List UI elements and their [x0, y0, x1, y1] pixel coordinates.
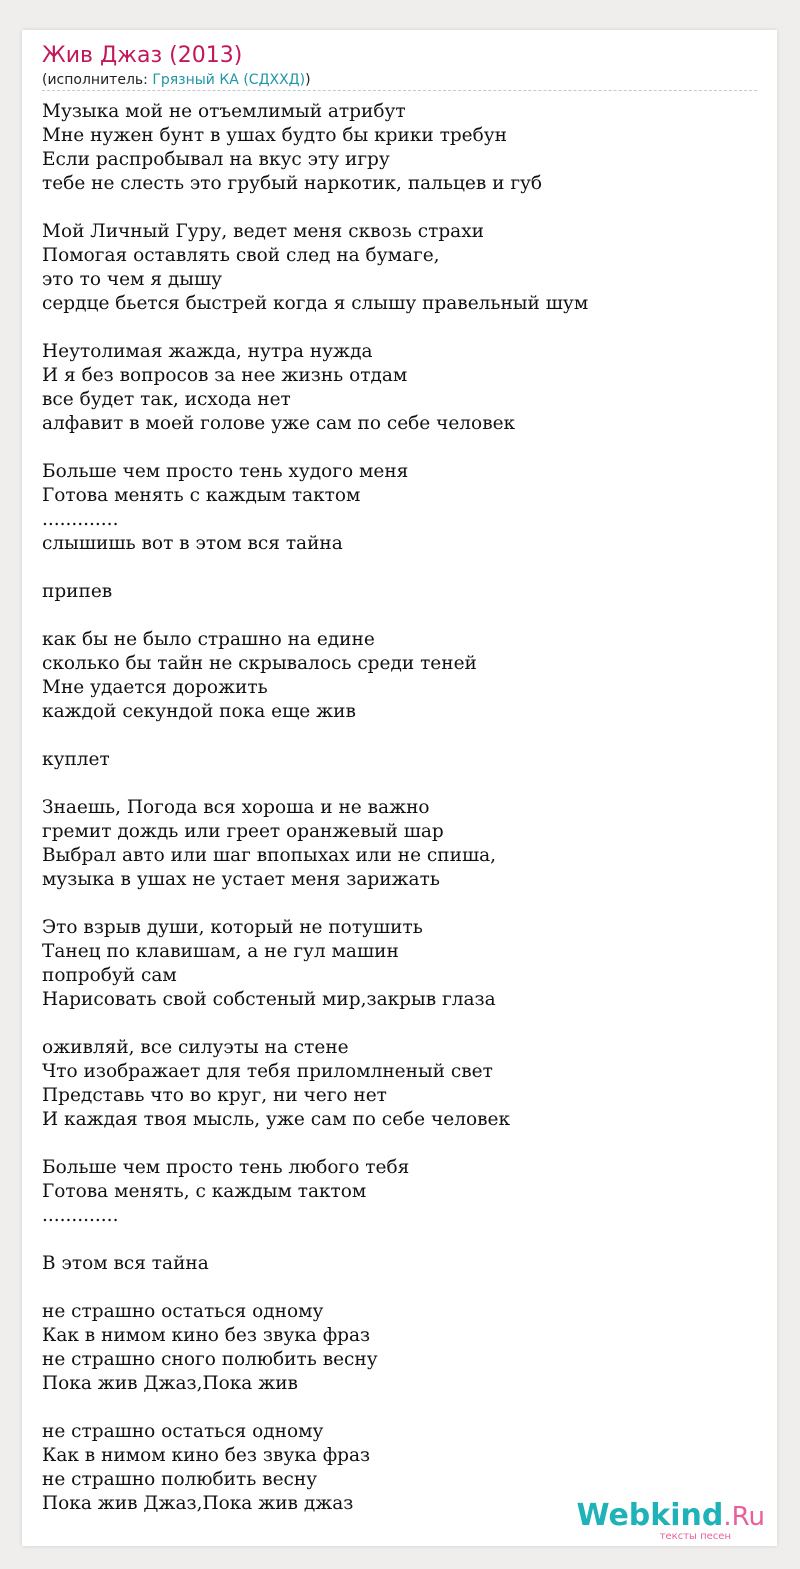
lyric-line: ............. [42, 509, 119, 530]
lyric-line: ............. [42, 1205, 119, 1226]
lyric-line: Что изображает для тебя приломлненый свет [42, 1061, 493, 1082]
lyric-line: сердце бьется быстрей когда я слышу правельный шум [42, 293, 589, 314]
lyric-blank-line [42, 724, 762, 748]
lyric-line: Готова менять с каждым тактом [42, 485, 361, 506]
lyric-line: Это взрыв души, который не потушить [42, 917, 423, 938]
lyric-line: гремит дождь или греет оранжевый шар [42, 821, 444, 842]
lyric-line: попробуй сам [42, 965, 177, 986]
lyric-line: Нарисовать свой собстеный мир,закрыв глаза [42, 989, 496, 1010]
lyric-line: Готова менять, с каждым тактом [42, 1181, 367, 1202]
site-logo[interactable] [571, 1498, 771, 1544]
lyric-line: Как в нимом кино без звука фраз [42, 1445, 371, 1466]
logo-suffix: .Ru [723, 1502, 765, 1532]
lyric-line: И каждая твоя мысль, уже сам по себе человек [42, 1109, 511, 1130]
lyric-line: Мне удается дорожить [42, 677, 268, 698]
lyric-line: не страшно остаться одному [42, 1421, 324, 1442]
divider [42, 90, 757, 91]
lyric-line: оживляй, все силуэты на стене [42, 1037, 349, 1058]
song-title: Жив Джаз (2013) [42, 43, 243, 68]
lyrics-text [42, 100, 762, 1516]
lyric-line: Музыка мой не отъемлимый атрибут [42, 101, 406, 122]
lyrics-page [22, 30, 777, 1546]
lyric-line: сколько бы тайн не скрывалось среди теней [42, 653, 477, 674]
lyric-blank-line [42, 196, 762, 220]
lyric-blank-line [42, 1396, 762, 1420]
lyric-line: все будет так, исхода нет [42, 389, 291, 410]
lyric-line: не страшно остаться одному [42, 1301, 324, 1322]
lyric-line: Помогая оставлять свой след на бумаге, [42, 245, 440, 266]
lyric-line: И я без вопросов за нее жизнь отдам [42, 365, 408, 386]
lyric-blank-line [42, 1132, 762, 1156]
lyric-line: как бы не было страшно на едине [42, 629, 375, 650]
artist-suffix: ) [305, 72, 311, 88]
lyric-line: припев [42, 581, 113, 602]
lyric-line: В этом вся тайна [42, 1253, 209, 1274]
lyric-line: Как в нимом кино без звука фраз [42, 1325, 371, 1346]
lyric-line: это то чем я дышу [42, 269, 223, 290]
lyric-line: Представь что во круг, ни чего нет [42, 1085, 387, 1106]
lyric-blank-line [42, 1228, 762, 1252]
lyric-line: Если распробывал на вкус эту игру [42, 149, 390, 170]
lyric-line: Неутолимая жажда, нутра нужда [42, 341, 373, 362]
lyric-blank-line [42, 1012, 762, 1036]
lyric-line: Знаешь, Погода вся хороша и не важно [42, 797, 430, 818]
artist-prefix: (исполнитель: [42, 72, 153, 88]
logo-wordmark [576, 1498, 765, 1535]
lyric-blank-line [42, 892, 762, 916]
lyric-line: алфавит в моей голове уже сам по себе человек [42, 413, 516, 434]
lyric-blank-line [42, 316, 762, 340]
lyric-line: слышишь вот в этом вся тайна [42, 533, 343, 554]
lyric-line: музыка в ушах не устает меня зарижать [42, 869, 440, 890]
lyric-line: Пока жив Джаз,Пока жив джаз [42, 1493, 354, 1514]
artist-link[interactable]: Грязный КА (СДХХД) [152, 72, 306, 88]
lyric-line: тебе не слесть это грубый наркотик, пальцев и губ [42, 173, 543, 194]
lyric-line: каждой секундой пока еще жив [42, 701, 356, 722]
lyric-line: Больше чем просто тень любого тебя [42, 1157, 410, 1178]
lyric-line: Мой Личный Гуру, ведет меня сквозь страхи [42, 221, 484, 242]
lyric-blank-line [42, 772, 762, 796]
lyric-blank-line [42, 604, 762, 628]
lyric-blank-line [42, 1276, 762, 1300]
lyric-blank-line [42, 556, 762, 580]
lyric-line: Выбрал авто или шаг впопыхах или не спиша, [42, 845, 497, 866]
lyric-blank-line [42, 436, 762, 460]
lyric-line: Больше чем просто тень худого меня [42, 461, 409, 482]
lyric-line: Мне нужен бунт в ушах будто бы крики требун [42, 125, 507, 146]
logo-main-text: Webkind [576, 1498, 724, 1533]
lyric-line: куплет [42, 749, 110, 770]
artist-line [42, 71, 311, 89]
lyric-line: не страшно полюбить весну [42, 1469, 318, 1490]
lyric-line: не страшно сного полюбить весну [42, 1349, 378, 1370]
lyric-line: Пока жив Джаз,Пока жив [42, 1373, 298, 1394]
logo-subtitle: тексты песен [659, 1531, 731, 1542]
lyric-line: Танец по клавишам, а не гул машин [42, 941, 399, 962]
